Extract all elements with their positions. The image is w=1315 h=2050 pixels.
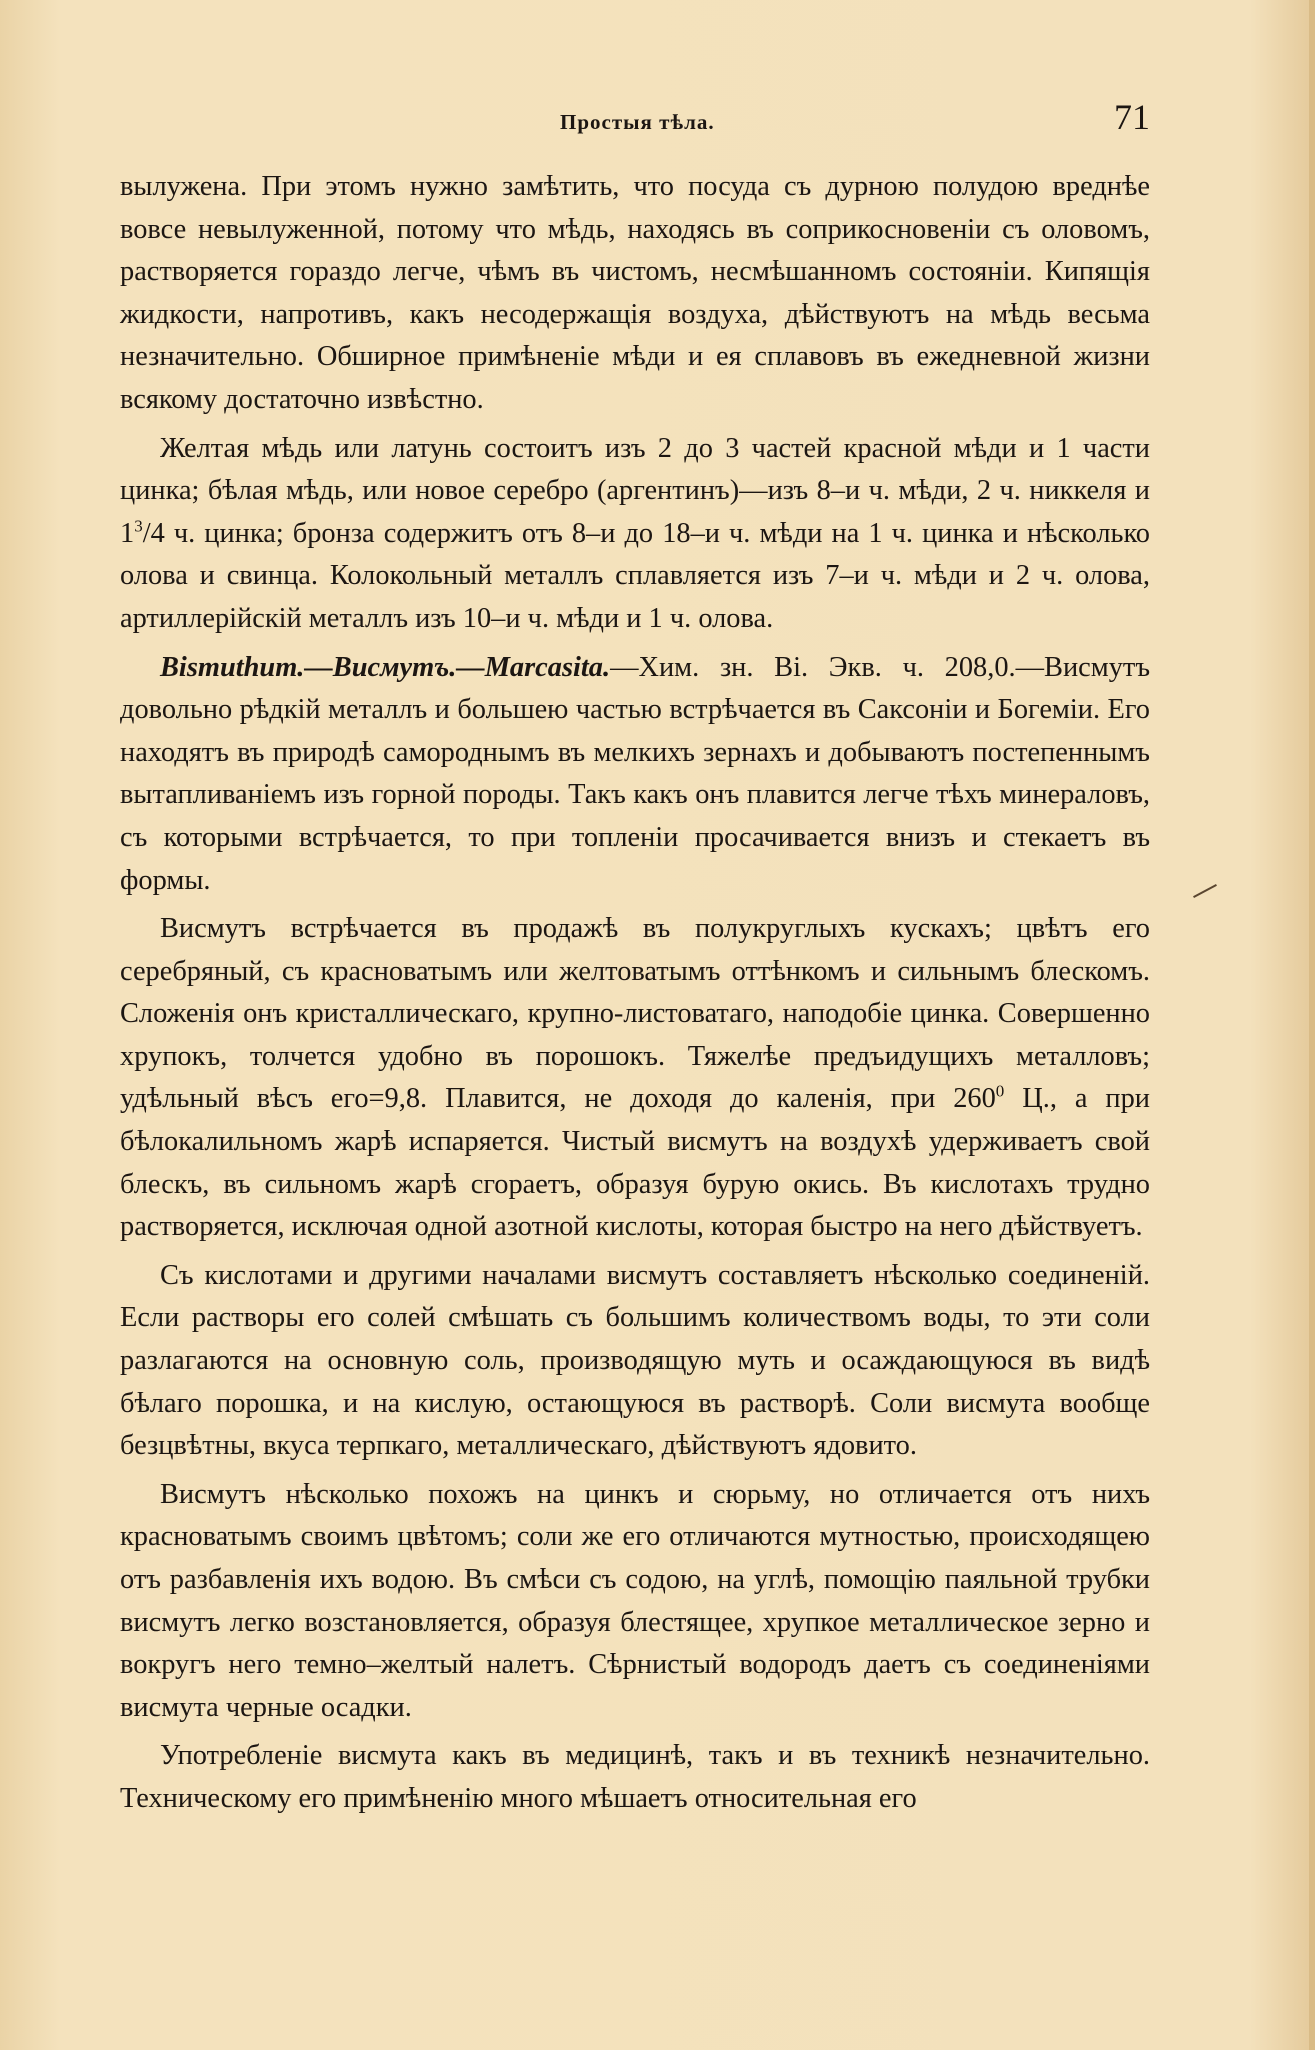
paragraph-brass-alloys <box>120 428 1150 641</box>
section-lead-heading: Bismuthum.—Висмутъ.—Marcasita. <box>160 651 611 683</box>
paragraph-continuation <box>120 166 1150 422</box>
paragraph-bismuth-properties <box>120 908 1150 1249</box>
fraction-superscript: 3 <box>134 516 143 536</box>
paragraph-text: Желтая мѣдь или латунь состоитъ изъ 2 до 3 частей красной мѣди и 1 части цинка; бѣлая мѣдь, или новое серебро (аргентинъ)—изъ 8–и ч. мѣди, 2 ч. никкеля и 1 <box>120 432 1150 549</box>
page-edge-shadow <box>1309 0 1315 2050</box>
paragraph-text: —Хим. зн. Bi. Экв. ч. 208,0.—Висмутъ довольно рѣдкій металлъ и большею частью встрѣчается въ Саксоніи и Богеміи. Его находятъ въ природѣ самороднымъ въ мелкихъ зернахъ и добываютъ постепеннымъ вытапливаніемъ изъ горной породы. Такъ какъ онъ плавится легче тѣхъ минераловъ, съ которыми встрѣчается, то при топленіи просачивается внизъ и стекаетъ въ формы. <box>120 651 1150 896</box>
paragraph-bismuth-intro <box>120 647 1150 903</box>
page-header <box>120 96 1150 146</box>
paragraph-text: Висмутъ встрѣчается въ продажѣ въ полукруглыхъ кускахъ; цвѣтъ его серебряный, съ красноватымъ или желтоватымъ оттѣнкомъ и сильнымъ блескомъ. Сложенія онъ кристаллическаго, крупно-листоватаго, наподобіе цинка. Совершенно хрупокъ, толчется удобно въ порошокъ. Тяжелѣе предъидущихъ металловъ; удѣльный вѣсъ его=9,8. Плавится, не доходя до каленія, при 260 <box>120 913 1150 1115</box>
paragraph-text: Употребленіе висмута какъ въ медицинѣ, такъ и въ техникѣ незначительно. Техническому его примѣненію много мѣшаетъ относительная его <box>120 1740 1150 1814</box>
paragraph-text: Висмутъ нѣсколько похожъ на цинкъ и сюрьму, но отличается отъ нихъ красноватымъ своимъ цвѣтомъ; соли же его отличаются мутностью, происходящею отъ разбавленія ихъ водою. Въ смѣси съ содою, на углѣ, помощію паяльной трубки висмутъ легко возстановляется, образуя блестящее, хрупкое металлическое зерно и вокругъ него темно–желтый налетъ. Сѣрнистый водородъ даетъ съ соединеніями висмута черные осадки. <box>120 1478 1150 1723</box>
paragraph-text: вылужена. При этомъ нужно замѣтить, что посуда съ дурною полудою вреднѣе вовсе невылуженной, потому что мѣдь, находясь въ соприкосновеніи съ оловомъ, растворяется гораздо легче, чѣмъ въ чистомъ, несмѣшанномъ состояніи. Кипящія жидкости, напротивъ, какъ несодержащія воздуха, дѣйствуютъ на мѣдь весьма незначительно. Обширное примѣненіе мѣди и ея сплавовъ въ ежедневной жизни всякому достаточно извѣстно. <box>120 171 1150 415</box>
paragraph-bismuth-identification <box>120 1474 1150 1730</box>
paragraph-bismuth-compounds <box>120 1255 1150 1468</box>
degree-superscript: 0 <box>995 1082 1005 1101</box>
body-text <box>120 166 1150 1821</box>
margin-pencil-mark <box>1193 884 1217 898</box>
paragraph-text: /4 ч. цинка; бронза содержитъ отъ 8–и до 18–и ч. мѣди на 1 ч. цинка и нѣсколько олова и свинца. Колокольный металлъ сплавляется изъ 7–и ч. мѣди и 2 ч. олова, артиллерійскій металлъ изъ 10–и ч. мѣди и 1 ч. олова. <box>120 517 1150 634</box>
running-title: Простыя тѣла. <box>560 110 715 134</box>
paragraph-text: Ц., а при бѣлокалильномъ жарѣ испаряется. Чистый висмутъ на воздухѣ удерживаетъ свой блескъ, въ сильномъ жарѣ сгораетъ, образуя бурую окись. Въ кислотахъ трудно растворяется, исключая одной азотной кислоты, которая быстро на него дѣйствуетъ. <box>120 1083 1150 1243</box>
paragraph-bismuth-usage <box>120 1735 1150 1820</box>
page-number: 71 <box>1114 97 1150 137</box>
paragraph-text: Съ кислотами и другими началами висмутъ составляетъ нѣсколько соединеній. Если растворы его солей смѣшать съ большимъ количествомъ воды, то эти соли разлагаются на основную соль, производящую муть и осаждающуюся въ видѣ бѣлаго порошка, и на кислую, остающуюся въ растворѣ. Соли висмута вообще безцвѣтны, вкуса терпкаго, металлическаго, дѣйствуютъ ядовито. <box>120 1259 1150 1462</box>
